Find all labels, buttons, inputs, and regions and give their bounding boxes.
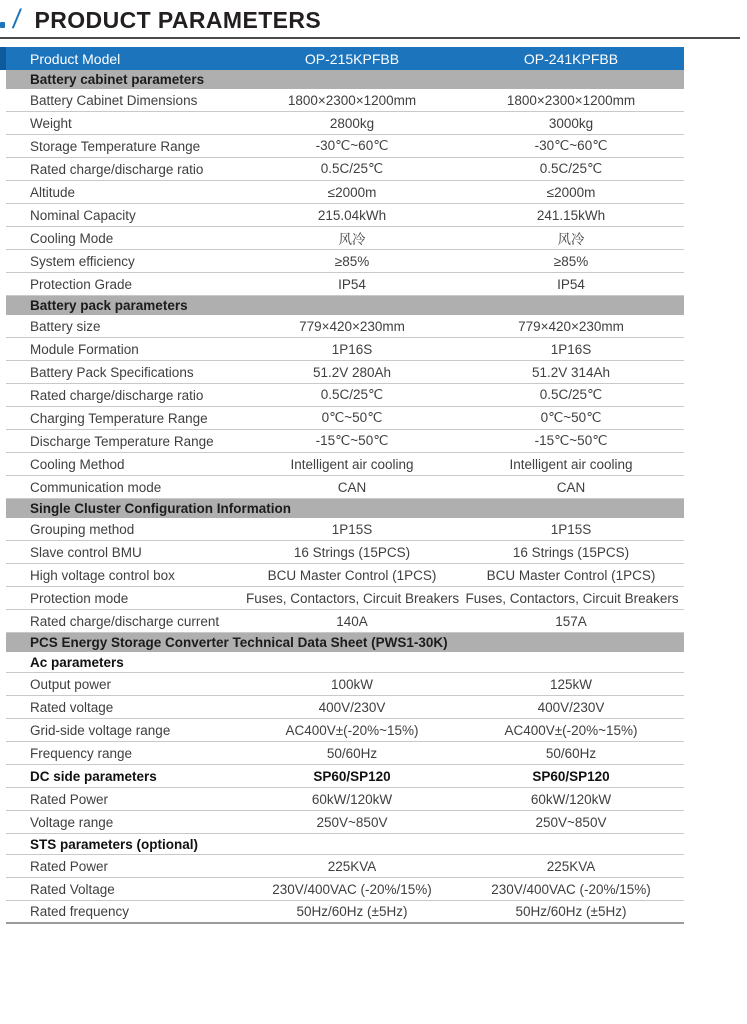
table-row xyxy=(6,158,684,181)
row-value-model-1: BCU Master Control (1PCS) xyxy=(267,567,437,583)
row-value-model-1: 225KVA xyxy=(327,858,377,874)
section-row xyxy=(6,633,684,652)
row-label: Output power xyxy=(30,676,112,692)
row-value-model-1: 0℃~50℃ xyxy=(321,410,383,425)
row-value-model-1: 16 Strings (15PCS) xyxy=(293,544,411,560)
row-value-model-1: ≤2000m xyxy=(327,184,377,200)
row-value-model-1: 400V/230V xyxy=(318,699,386,715)
table-row xyxy=(6,855,684,878)
table-row xyxy=(6,765,684,788)
row-label: Product Model xyxy=(30,50,121,67)
row-label: Rated charge/discharge ratio xyxy=(30,387,204,403)
title-slash: / xyxy=(10,4,23,34)
row-value-model-2: 230V/400VAC (-20%/15%) xyxy=(491,881,651,897)
table-row xyxy=(6,878,684,901)
table-row xyxy=(6,227,684,250)
row-value-model-2: Fuses, Contactors, Circuit Breakers xyxy=(465,590,679,606)
row-label: Voltage range xyxy=(30,814,114,830)
table-row xyxy=(6,135,684,158)
clipped-number-dot xyxy=(0,22,5,28)
row-value-model-1: 60kW/120kW xyxy=(311,791,393,807)
row-label: Cooling Method xyxy=(30,456,125,472)
table-row xyxy=(6,273,684,296)
row-value-model-1: Intelligent air cooling xyxy=(290,456,414,472)
row-value-model-1: 100kW xyxy=(330,676,374,692)
row-label: Charging Temperature Range xyxy=(30,410,208,426)
row-value-model-1: 1800×2300×1200mm xyxy=(287,92,417,108)
page-title: PRODUCT PARAMETERS xyxy=(34,7,322,33)
row-value-model-2: -30℃~60℃ xyxy=(534,138,608,153)
section-label: Ac parameters xyxy=(30,654,124,670)
row-label: Rated charge/discharge ratio xyxy=(30,161,204,177)
row-label: Rated charge/discharge current xyxy=(30,613,220,629)
row-label: Grouping method xyxy=(30,521,135,537)
row-value-model-2: BCU Master Control (1PCS) xyxy=(486,567,656,583)
subheader-row xyxy=(6,834,684,855)
row-label: Frequency range xyxy=(30,745,133,761)
row-value-model-1: -30℃~60℃ xyxy=(315,138,389,153)
row-value-model-2: SP60/SP120 xyxy=(532,768,610,784)
table-row xyxy=(6,430,684,453)
row-value-model-2: ≥85% xyxy=(553,253,589,269)
section-label: Single Cluster Configuration Information xyxy=(30,501,291,516)
row-value-model-1: SP60/SP120 xyxy=(313,768,391,784)
table-row xyxy=(6,112,684,135)
row-label: Module Formation xyxy=(30,341,139,357)
row-value-model-2: 250V~850V xyxy=(535,814,607,830)
title-block xyxy=(0,0,747,34)
row-value-model-1: 215.04kWh xyxy=(317,207,387,223)
table-row xyxy=(6,788,684,811)
section-label: STS parameters (optional) xyxy=(30,836,199,852)
row-label: Protection mode xyxy=(30,590,129,606)
row-value-model-1: 50Hz/60Hz (±5Hz) xyxy=(296,904,408,919)
row-value-model-1: 250V~850V xyxy=(316,814,388,830)
row-label: Rated Power xyxy=(30,858,109,874)
table-row xyxy=(6,315,684,338)
table-row xyxy=(6,541,684,564)
product-parameters-table xyxy=(0,47,684,924)
model-header-row xyxy=(0,47,684,70)
section-row xyxy=(6,296,684,315)
row-value-model-1: ≥85% xyxy=(334,253,370,269)
table-row xyxy=(6,610,684,633)
row-label: Rated Power xyxy=(30,791,109,807)
row-value-model-2: 风冷 xyxy=(557,232,585,247)
section-row xyxy=(6,499,684,518)
section-label: PCS Energy Storage Converter Technical Data Sheet (PWS1-30K) xyxy=(30,635,448,650)
row-value-model-1: 779×420×230mm xyxy=(299,318,405,334)
row-label: Battery size xyxy=(30,318,101,334)
table-row xyxy=(6,338,684,361)
row-value-model-2: 1P16S xyxy=(550,341,592,357)
row-value-model-2: IP54 xyxy=(557,276,585,292)
table-row xyxy=(6,518,684,541)
table-row xyxy=(6,361,684,384)
row-value-model-1: IP54 xyxy=(338,276,366,292)
row-value-model-2: 3000kg xyxy=(548,115,594,131)
row-label: Grid-side voltage range xyxy=(30,722,171,738)
row-value-model-1: 0.5C/25℃ xyxy=(320,161,384,176)
table-row xyxy=(6,89,684,112)
title-divider xyxy=(0,37,740,39)
row-value-model-2: 1P15S xyxy=(550,521,592,537)
row-label: Protection Grade xyxy=(30,276,133,292)
row-value-model-2: 0.5C/25℃ xyxy=(539,161,603,176)
table-row xyxy=(6,587,684,610)
table-row xyxy=(6,742,684,765)
row-value-model-1: 230V/400VAC (-20%/15%) xyxy=(272,881,432,897)
row-value-model-2: 241.15kWh xyxy=(536,207,606,223)
row-value-model-2: 0℃~50℃ xyxy=(540,410,602,425)
row-value-model-2: 60kW/120kW xyxy=(530,791,612,807)
row-value-model-1: 1P15S xyxy=(331,521,373,537)
row-value-model-1: -15℃~50℃ xyxy=(315,433,389,448)
row-value-model-2: 125kW xyxy=(549,676,593,692)
row-label: Communication mode xyxy=(30,479,162,495)
row-value-model-2: CAN xyxy=(556,479,586,495)
row-value-model-2: 157A xyxy=(555,613,587,629)
table-row xyxy=(6,811,684,834)
table-row xyxy=(6,181,684,204)
row-label: Weight xyxy=(30,115,72,131)
table-row xyxy=(6,901,684,924)
table-row xyxy=(6,250,684,273)
row-value-model-2: Intelligent air cooling xyxy=(509,456,633,472)
table-row xyxy=(6,564,684,587)
row-label: Rated voltage xyxy=(30,699,114,715)
row-label: Nominal Capacity xyxy=(30,207,136,223)
table-row xyxy=(6,476,684,499)
table-row xyxy=(6,384,684,407)
row-label: Cooling Mode xyxy=(30,230,114,246)
row-value-model-1: 0.5C/25℃ xyxy=(320,387,384,402)
row-label: Storage Temperature Range xyxy=(30,138,201,154)
table-row xyxy=(6,407,684,430)
table-row xyxy=(6,719,684,742)
row-value-model-1: Fuses, Contactors, Circuit Breakers xyxy=(246,590,460,606)
row-value-model-2: ≤2000m xyxy=(546,184,596,200)
row-value-model-2: 1800×2300×1200mm xyxy=(506,92,636,108)
row-value-model-2: AC400V±(-20%~15%) xyxy=(504,722,638,738)
row-value-model-1: 2800kg xyxy=(329,115,375,131)
row-value-model-1: AC400V±(-20%~15%) xyxy=(285,722,419,738)
row-label: Battery Cabinet Dimensions xyxy=(30,92,198,108)
section-label: Battery cabinet parameters xyxy=(30,72,205,87)
row-label: System efficiency xyxy=(30,253,135,269)
row-value-model-1: 51.2V 280Ah xyxy=(312,364,392,380)
row-label: Rated frequency xyxy=(30,904,130,919)
table-row xyxy=(6,453,684,476)
row-value-model-1: 50/60Hz xyxy=(326,745,378,761)
row-value-model-2: 16 Strings (15PCS) xyxy=(512,544,630,560)
row-value-model-2: 0.5C/25℃ xyxy=(539,387,603,402)
row-value-model-1: OP-215KPFBB xyxy=(304,50,400,67)
row-label: Discharge Temperature Range xyxy=(30,433,214,449)
row-value-model-1: 1P16S xyxy=(331,341,373,357)
row-value-model-2: 225KVA xyxy=(546,858,596,874)
row-value-model-2: 400V/230V xyxy=(537,699,605,715)
subheader-row xyxy=(6,652,684,673)
row-value-model-2: 779×420×230mm xyxy=(518,318,624,334)
section-row xyxy=(6,70,684,89)
row-label: High voltage control box xyxy=(30,567,175,583)
row-value-model-1: CAN xyxy=(337,479,367,495)
row-label: Battery Pack Specifications xyxy=(30,364,194,380)
row-value-model-2: 50Hz/60Hz (±5Hz) xyxy=(515,904,627,919)
row-value-model-2: OP-241KPFBB xyxy=(523,50,619,67)
row-label: Rated Voltage xyxy=(30,881,115,897)
row-label: DC side parameters xyxy=(30,768,157,784)
row-label: Slave control BMU xyxy=(30,544,142,560)
table-row xyxy=(6,673,684,696)
row-value-model-2: 50/60Hz xyxy=(545,745,597,761)
row-value-model-1: 140A xyxy=(336,613,368,629)
table-row xyxy=(6,696,684,719)
table-row xyxy=(6,204,684,227)
row-value-model-1: 风冷 xyxy=(338,232,366,247)
row-value-model-2: 51.2V 314Ah xyxy=(531,364,611,380)
row-value-model-2: -15℃~50℃ xyxy=(534,433,608,448)
row-label: Altitude xyxy=(30,184,76,200)
section-label: Battery pack parameters xyxy=(30,298,188,313)
